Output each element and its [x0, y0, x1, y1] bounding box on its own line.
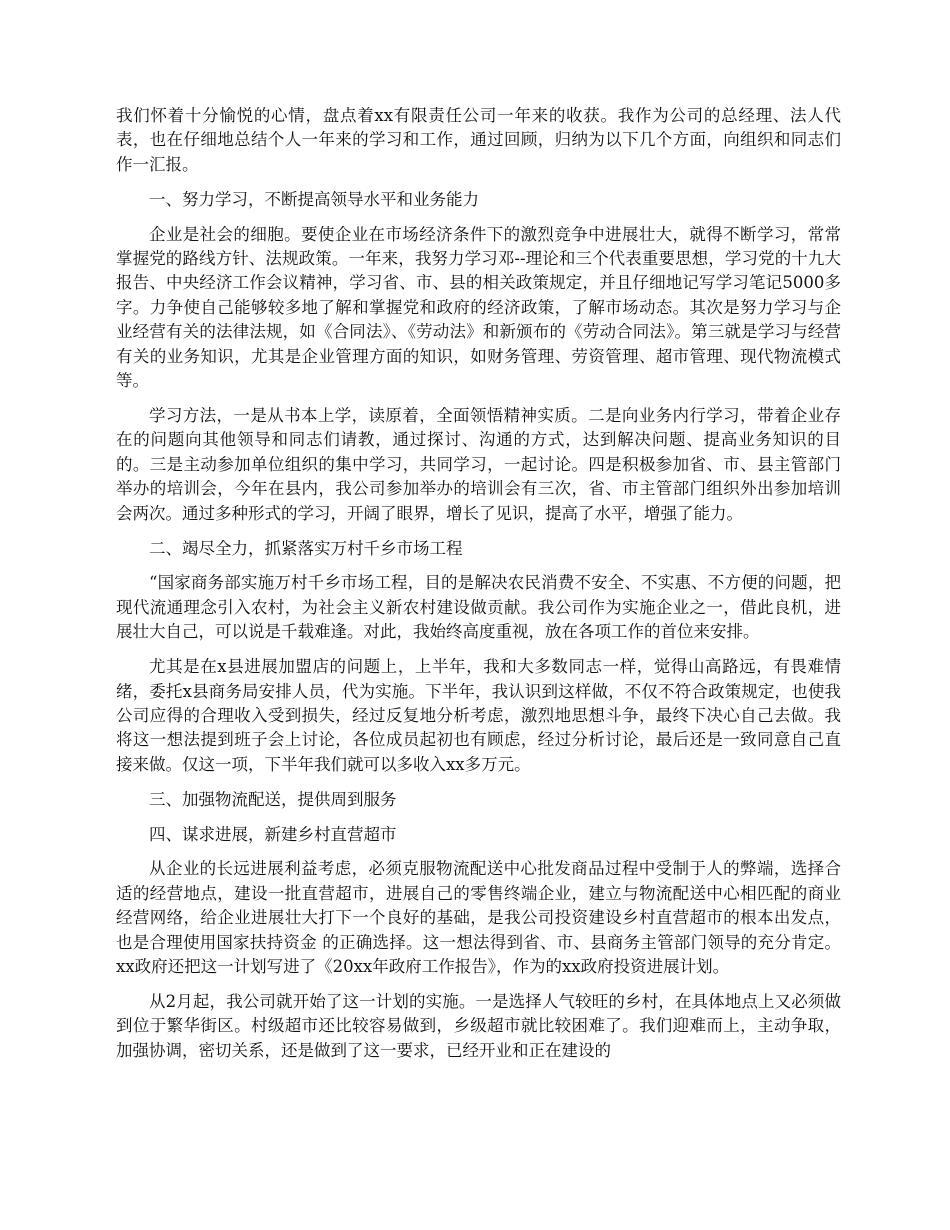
section-heading-1: 一、努力学习，不断提高领导水平和业务能力 [149, 189, 479, 209]
section-heading-2: 二、竭尽全力，抓紧落实万村千乡市场工程 [149, 538, 463, 558]
section-heading-4: 四、谋求进展，新建乡村直营超市 [149, 824, 397, 844]
body-paragraph: “国家商务部实施万村千乡市场工程，目的是解决农民消费不安全、不实惠、不方便的问题，把现代流通理念引入农村，为社会主义新农村建设做贡献。我公司作为实施企业之一，借此良机，进展壮大自己，可以说是千载难逢。对此，我始终高度重视，放在各项工作的首位来安排。 [116, 573, 841, 642]
body-paragraph: 从企业的长远进展利益考虑，必须克服物流配送中心批发商品过程中受制于人的弊端，选择合适的经营地点，建设一批直营超市，进展自己的零售终端企业，建立与物流配送中心相匹配的商业经营网络，给企业进展壮大打下一个良好的基础，是我公司投资建设乡村直营超市的根本出发点，也是合理使用国家扶持资金 的正确选择。这一想法得到省、市、县商务主管部门领导的充分肯定。xx政府还把这一计划写进了《20xx年政府工作报告》，作为的xx政府投资进展计划。 [116, 859, 841, 977]
intro-paragraph: 我们怀着十分愉悦的心情，盘点着xx有限责任公司一年来的收获。我作为公司的总经理、法人代表，也在仔细地总结个人一年来的学习和工作，通过回顾，归纳为以下几个方面，向组织和同志们作一汇报。 [116, 106, 841, 174]
section-heading-3: 三、加强物流配送，提供周到服务 [149, 789, 397, 809]
body-paragraph: 从2月起，我公司就开始了这一计划的实施。一是选择人气较旺的乡村，在具体地点上又必须做到位于繁华街区。村级超市还比较容易做到，乡级超市就比较困难了。我们迎难而上，主动争取，加强协调，密切关系，还是做到了这一要求，已经开业和正在建设的 [116, 992, 841, 1060]
body-paragraph: 尤其是在x县进展加盟店的问题上，上半年，我和大多数同志一样，觉得山高路远，有畏难情绪，委托x县商务局安排人员，代为实施。下半年，我认识到这样做，不仅不符合政策规定，也使我公司应得的合理收入受到损失，经过反复地分析考虑，激烈地思想斗争，最终下决心自己去做。我将这一想法提到班子会上讨论，各位成员起初也有顾虑，经过分析讨论，最后还是一致同意自己直接来做。仅这一项，下半年我们就可以多收入xx多万元。 [116, 657, 841, 774]
body-paragraph: 企业是社会的细胞。要使企业在市场经济条件下的激烈竞争中进展壮大，就得不断学习，常常掌握党的路线方针、法规政策。一年来，我努力学习邓--理论和三个代表重要思想，学习党的十九大报告、中央经济工作会议精神，学习省、市、县的相关政策规定，并且仔细地记写学习笔记5000多字。力争使自己能够较多地了解和掌握党和政府的经济政策，了解市场动态。其次是努力学习与企业经营有关的法律法规，如《合同法》、《劳动法》和新颁布的《劳动合同法》。第三就是学习与经营有关的业务知识，尤其是企业管理方面的知识，如财务管理、劳资管理、超市管理、现代物流模式等。 [116, 224, 841, 391]
body-paragraph: 学习方法，一是从书本上学，读原着，全面领悟精神实质。二是向业务内行学习，带着企业存在的问题向其他领导和同志们请教，通过探讨、沟通的方式，达到解决问题、提高业务知识的目的。三是主动参加单位组织的集中学习，共同学习，一起讨论。四是积极参加省、市、县主管部门举办的培训会，今年在县内，我公司参加举办的培训会有三次，省、市主管部门组织外出参加培训会两次。通过多种形式的学习，开阔了眼界，增长了见识，提高了水平，增强了能力。 [116, 405, 841, 523]
document-body [116, 104, 841, 1074]
